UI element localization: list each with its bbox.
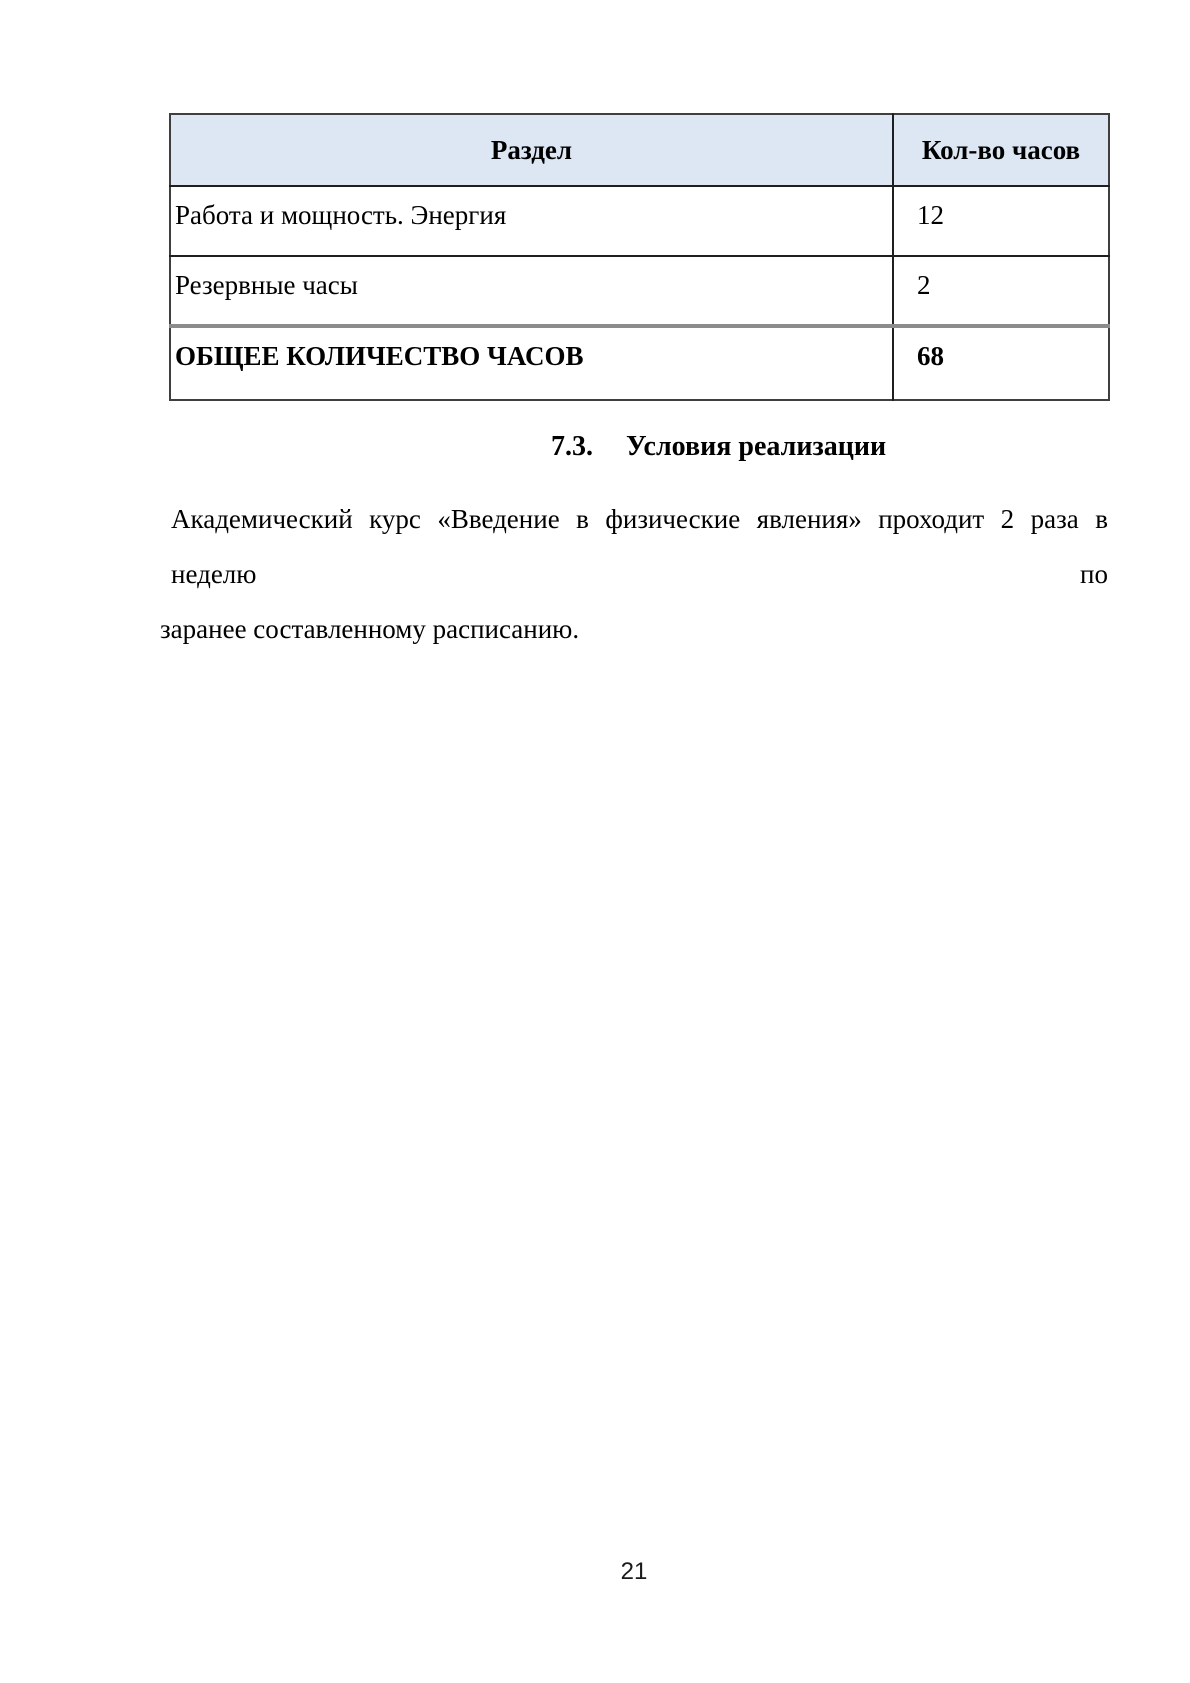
hours-cell: 12 [893,186,1109,256]
section-cell: Резервные часы [170,256,893,326]
section-heading-number: 7.3. [551,431,593,462]
body-paragraph [160,492,1108,657]
table-row [170,186,1109,256]
hours-table [169,113,1110,401]
hours-cell: 2 [893,256,1109,326]
table-header-row [170,114,1109,186]
page-number: 21 [620,1558,648,1585]
table-row [170,256,1109,326]
table-header-hours: Кол-во часов [893,114,1109,186]
paragraph-line: заранее составленному расписанию. [160,614,580,644]
table-header-section: Раздел [170,114,893,186]
section-heading-title: Условия реализации [626,431,887,462]
table-row-total [170,326,1109,400]
total-hours-cell: 68 [893,326,1109,400]
section-cell: Работа и мощность. Энергия [170,186,893,256]
total-label-cell: ОБЩЕЕ КОЛИЧЕСТВО ЧАСОВ [170,326,893,400]
paragraph-line: Академический курс «Введение в физические явления» проходит 2 раза в неделю по [171,504,1108,589]
section-heading [551,431,886,463]
